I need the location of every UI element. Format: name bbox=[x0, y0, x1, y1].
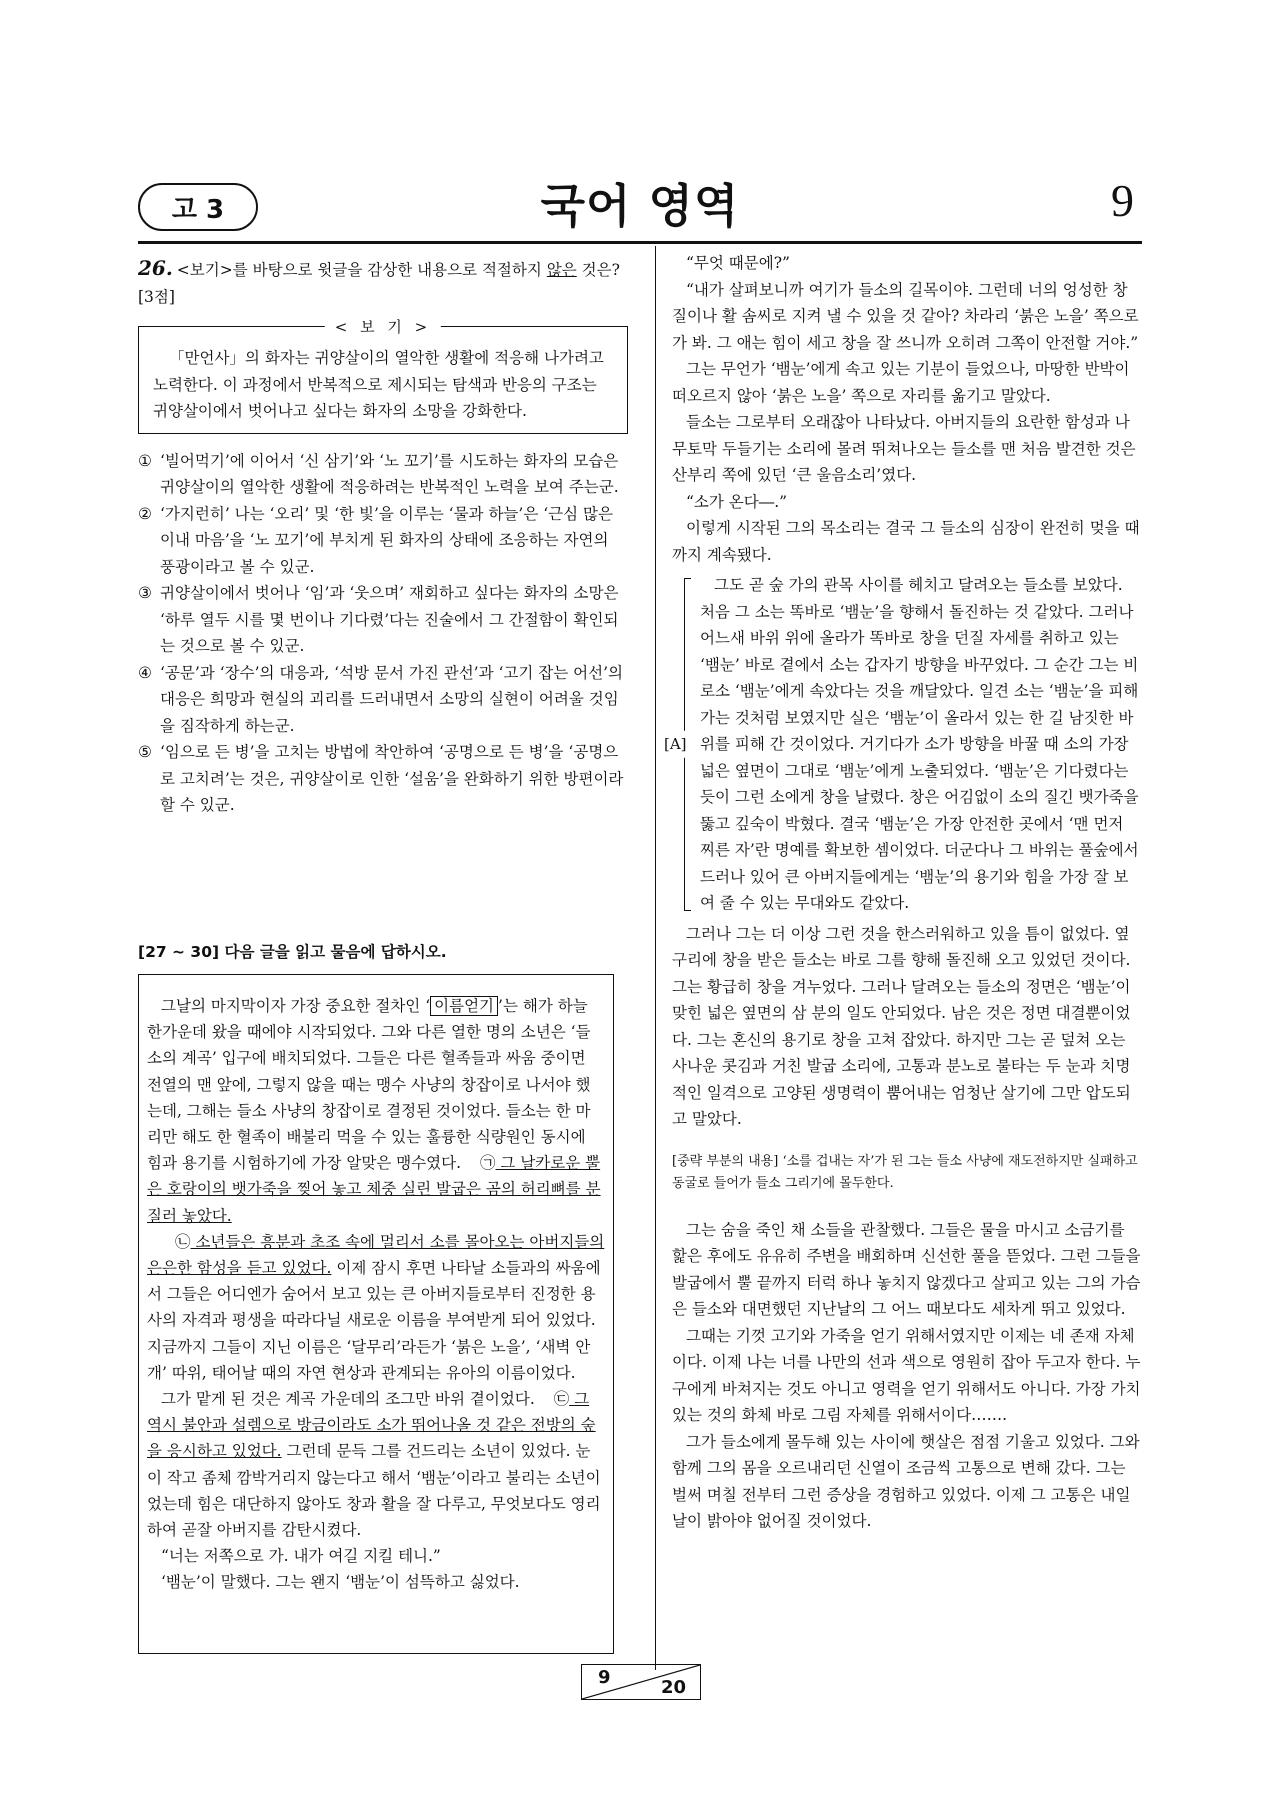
choice-5[interactable] bbox=[138, 739, 628, 819]
passage-paragraph: 그러나 그는 더 이상 그런 것을 한스러워하고 있을 틈이 없었다. 옆구리에 창을 받은 들소는 바로 그를 향해 돌진해 오고 있었던 것이다. 그는 황급히 창을 겨누었다. 그러나 달려오는 들소의 정면은 ‘뱀눈’이 맞힌 넓은 옆면의 삼 분의 일도 안되었다. 남은 것은 정면 대결뿐이었다. 그는 혼신의 용기로 창을 고쳐 잡았다. 하지만 그는 곧 덮쳐 오는 사나운 콧김과 거친 발굽 소리에, 고통과 분노로 불타는 두 눈과 치명적인 일격으로 고양된 생명력이 뿜어내는 엄청난 살기에 그만 압도되고 말았다. bbox=[672, 924, 1131, 1128]
section-a-label: [A] bbox=[664, 731, 687, 758]
answer-choices bbox=[138, 448, 628, 819]
passage-heading: [27 ~ 30] 다음 글을 읽고 물음에 답하시오. bbox=[138, 943, 447, 961]
passage-paragraph: ㉡ 소년들은 흥분과 초조 속에 멀리서 소를 몰아오는 아버지들의 은은한 함성을 듣고 있었다. 이제 잠시 후면 나타날 소들과의 싸움에서 그들은 어디엔가 숨어서 보고 있는 큰 아버지들로부터 진정한 용사의 자격과 평생을 따라다닐 새로운 이름을 부여받게 되어 있었다. 지금까지 그들이 지닌 이름은 ‘달무리’라든가 ‘붉은 노을’, ‘새벽 안개’ 따위, 태어날 때의 자연 현상과 관계되는 유아의 이름이었다. bbox=[147, 1229, 605, 1386]
right-column bbox=[664, 250, 1142, 1535]
dialogue-line: “소가 온다―.” bbox=[686, 492, 788, 511]
underlined-sentence: 그 날카로운 뿔은 호랑이의 뱃가죽을 찢어 놓고 체중 실린 발굽은 곰의 허리뼈를 분질러 놓았다. bbox=[147, 1154, 601, 1225]
choice-text: ‘가지런히’ 나는 ‘오리’ 및 ‘한 빛’을 이루는 ‘물과 하늘’은 ‘근심 많은 이내 마음’을 ‘노 꼬기’에 부치게 된 화자의 상태에 조응하는 자연의 풍광이라고 볼 수 있군. bbox=[160, 504, 613, 576]
choice-text: ‘임으로 든 병’을 고치는 방법에 착안하여 ‘공명으로 든 병’을 ‘공명으로 고치려’는 것은, 귀양살이로 인한 ‘설움’을 완화하기 위한 방편이라 할 수 있군. bbox=[160, 743, 624, 814]
choice-text: ‘빌어먹기’에 이어서 ‘신 삼기’와 ‘노 꼬기’를 시도하는 화자의 모습은 귀양살이의 열악한 생활에 적응하려는 반복적인 노력을 보여 주는군. bbox=[160, 451, 619, 496]
passage-paragraph: 그날의 마지막이자 가장 중요한 절차인 ‘ 이름얻기 ’는 해가 하늘 한가운데 왔을 때에야 시작되었다. 그와 다른 열한 명의 소년은 ‘들소의 계곡’ 입구에 배치되었다. 그들은 다른 혈족들과 싸움 중이면 전열의 맨 앞에, 그렇지 않을 때는 맹수 사냥의 창잡이로 나서야 했는데, 그해는 들소 사냥의 창잡이로 결정된 것이었다. 들소는 한 마리만 해도 한 혈족이 배불리 먹을 수 있는 훌륭한 식량원인 동시에 힘과 용기를 시험하기에 가장 알맞은 맹수였다. ㉠ 그 날카로운 뿔은 호랑이의 뱃가죽을 찢어 놓고 체중 실린 발굽은 곰의 허리뼈를 분질러 놓았다. bbox=[147, 997, 601, 1225]
page-footer bbox=[581, 1664, 701, 1700]
choice-mark: ④ bbox=[138, 663, 152, 682]
dialogue-line: “너는 저쪽으로 가. 내가 여길 지킬 테니.” bbox=[161, 1547, 441, 1566]
left-column bbox=[138, 255, 628, 819]
choice-mark: ⑤ bbox=[138, 743, 152, 761]
annotation-mark: ㉡ bbox=[175, 1232, 191, 1251]
choice-mark: ① bbox=[138, 451, 152, 470]
column-divider bbox=[655, 246, 656, 1670]
section-a-text: 그도 곧 숲 가의 관목 사이를 헤치고 달려오는 들소를 보았다. 처음 그 소는 똑바로 ‘뱀눈’을 향해서 돌진하는 것 같았다. 그러나 어느새 바위 위에 올라가 똑바로 창을 던질 자세를 취하고 있는 ‘뱀눈’ 바로 곁에서 소는 갑자기 방향을 바꾸었다. 그 순간 그는 비로소 ‘뱀눈’에게 속았다는 것을 깨달았다. 일견 소는 ‘뱀눈’을 피해 가는 것처럼 보였지만 실은 ‘뱀눈’이 올라서 있는 한 길 남짓한 바위를 피해 간 것이었다. 거기다가 소가 방향을 바꿀 때 소의 가장 넓은 옆면이 그대로 ‘뱀눈’에게 노출되었다. ‘뱀눈’은 기다렸다는 듯이 그런 소에게 창을 날렸다. 창은 어김없이 소의 질긴 뱃가죽을 뚫고 깊숙이 박혔다. 결국 ‘뱀눈’은 가장 안전한 곳에서 ‘맨 먼저 찌른 자’란 명예를 확보한 셈이었다. 더군다나 그 바위는 풀숲에서 드러나 있어 큰 아버지들에게는 ‘뱀눈’의 용기와 힘을 가장 잘 보여 줄 수 있는 무대와도 같았다. bbox=[700, 576, 1139, 912]
dialogue-line: “내가 살펴보니까 여기가 들소의 길목이야. 그런데 너의 엉성한 창질이나 활 솜씨로 지켜 낼 수 있을 것 같아? 차라리 ‘붉은 노을’ 쪽으로 가 봐. 그 애는 힘이 세고 창을 잘 쓰니까 오히려 그쪽이 안전할 거야.” bbox=[672, 280, 1139, 352]
choice-3[interactable] bbox=[138, 580, 628, 660]
bogi-box bbox=[138, 318, 628, 434]
grade-label: 고 3 bbox=[171, 194, 225, 225]
header-divider bbox=[138, 241, 1142, 244]
choice-2[interactable] bbox=[138, 501, 628, 581]
underlined-sentence: 소년들은 흥분과 초조 속에 멀리서 소를 몰아오는 아버지들의 은은한 함성을 듣고 있었다. bbox=[147, 1232, 605, 1278]
annotation-mark: ㉢ bbox=[553, 1390, 570, 1409]
passage-box bbox=[138, 974, 614, 1654]
section-a bbox=[664, 572, 1142, 917]
subject-title: 국어 영역 bbox=[540, 179, 740, 233]
passage-paragraph: 그는 숨을 죽인 채 소들을 관찰했다. 그들은 물을 마시고 소금기를 핥은 후에도 유유히 주변을 배회하며 신선한 풀을 뜯었다. 그런 그들을 발굽에서 뿔 끝까지 터럭 하나 놓치지 않겠다고 살피고 있는 그의 가슴은 들소와 대면했던 지난날의 그 어느 때보다도 세차게 뛰고 있었다. bbox=[672, 1220, 1141, 1318]
passage-paragraph: ‘뱀눈’이 말했다. 그는 왠지 ‘뱀눈’이 섬뜩하고 싫었다. bbox=[161, 1573, 520, 1592]
passage-paragraph: 이렇게 시작된 그의 목소리는 결국 그 들소의 심장이 완전히 멎을 때까지 계속됐다. bbox=[672, 519, 1140, 564]
choice-4[interactable] bbox=[138, 660, 628, 740]
footer-current-page: 9 bbox=[598, 1667, 611, 1688]
choice-text: 귀양살이에서 벗어나 ‘임’과 ‘웃으며’ 재회하고 싶다는 화자의 소망은 ‘하루 열두 시를 몇 번이나 기다렸’다는 진술에서 그 간절함이 확인되는 것으로 볼 수 있군. bbox=[160, 584, 619, 655]
bogi-label: < 보 기 > bbox=[325, 314, 441, 341]
choice-mark: ② bbox=[138, 504, 152, 523]
passage-paragraph: 들소는 그로부터 오래잖아 나타났다. 아버지들의 요란한 함성과 나무토막 두들기는 소리에 몰려 뛰쳐나오는 들소를 맨 처음 발견한 것은 산부리 쪽에 있던 ‘큰 울음소리’였다. bbox=[672, 413, 1136, 484]
emphasis-underline: 않은 bbox=[546, 261, 577, 279]
passage-paragraph: 그는 무언가 ‘뱀눈’에게 속고 있는 기분이 들었으나, 마땅한 반박이 떠오르지 않아 ‘붉은 노을’ 쪽으로 자리를 옮기고 말았다. bbox=[672, 360, 1130, 405]
choice-text: ‘공문’과 ‘장수’의 대응과, ‘석방 문서 가진 관선’과 ‘고기 잡는 어선’의 대응은 희망과 현실의 괴리를 드러내면서 소망의 실현이 어려울 것임을 짐작하게 하는군. bbox=[160, 663, 624, 735]
bogi-text: 「만언사」의 화자는 귀양살이의 열악한 생활에 적응해 나가려고 노력한다. 이 과정에서 반복적으로 제시되는 탐색과 반응의 구조는 귀양살이에서 벗어나고 싶다는 화자의 소망을 강화한다. bbox=[153, 349, 604, 420]
footer-total-pages: 20 bbox=[660, 1677, 686, 1698]
passage-paragraph: 그가 들소에게 몰두해 있는 사이에 햇살은 점점 기울고 있었다. 그와 함께 그의 몸을 오르내리던 신열이 조금씩 고통으로 변해 갔다. 그는 벌써 며칠 전부터 그런 증상을 경험하고 있었다. 이제 그 고통은 내일 날이 밝아야 없어질 것이었다. bbox=[672, 1432, 1140, 1530]
question-number: 26. bbox=[138, 256, 173, 280]
question-26-stem: 26. <보기>를 바탕으로 윗글을 감상한 내용으로 적절하지 않은 것은? [3점] bbox=[138, 256, 620, 306]
choice-1[interactable] bbox=[138, 448, 628, 501]
passage-paragraph: 그가 맡게 된 것은 계곡 가운데의 조그만 바위 곁이었다. ㉢ 그 역시 불안과 설렘으로 방금이라도 소가 뛰어나올 것 같은 전방의 숲을 응시하고 있었다. 그런데 문득 그를 건드리는 소년이 있었다. 눈이 작고 좀체 깜박거리지 않는다고 해서 ‘뱀눈’이라고 불리는 소년이었는데 힘은 대단하지 않아도 창과 활을 잘 다루고, 무엇보다도 영리하여 곧잘 아버지를 감탄시켰다. bbox=[147, 1386, 605, 1543]
annotation-mark: ㉠ bbox=[479, 1154, 496, 1173]
dialogue-line: “무엇 때문에?” bbox=[686, 254, 790, 272]
page-number: 9 bbox=[1111, 175, 1134, 226]
boxed-term: 이름얻기 bbox=[430, 996, 498, 1016]
underlined-sentence: 그 역시 불안과 설렘으로 방금이라도 소가 뛰어나올 것 같은 전방의 숲을 응시하고 있었다. bbox=[147, 1390, 596, 1461]
omitted-summary: [중략 부분의 내용] ‘소를 겁내는 자’가 된 그는 들소 사냥에 재도전하지만 실패하고 동굴로 들어가 들소 그리기에 몰두한다. bbox=[672, 1153, 1138, 1191]
choice-mark: ③ bbox=[138, 584, 152, 602]
passage-paragraph: 그때는 기껏 고기와 가죽을 얻기 위해서였지만 이제는 네 존재 자체이다. 이제 나는 너를 나만의 선과 색으로 영원히 잡아 두고자 한다. 누구에게 바쳐지는 것도 아니고 영력을 얻기 위해서도 아니다. 가장 가치 있는 것의 화체 바로 그림 자체를 위해서이다……. bbox=[672, 1326, 1141, 1424]
